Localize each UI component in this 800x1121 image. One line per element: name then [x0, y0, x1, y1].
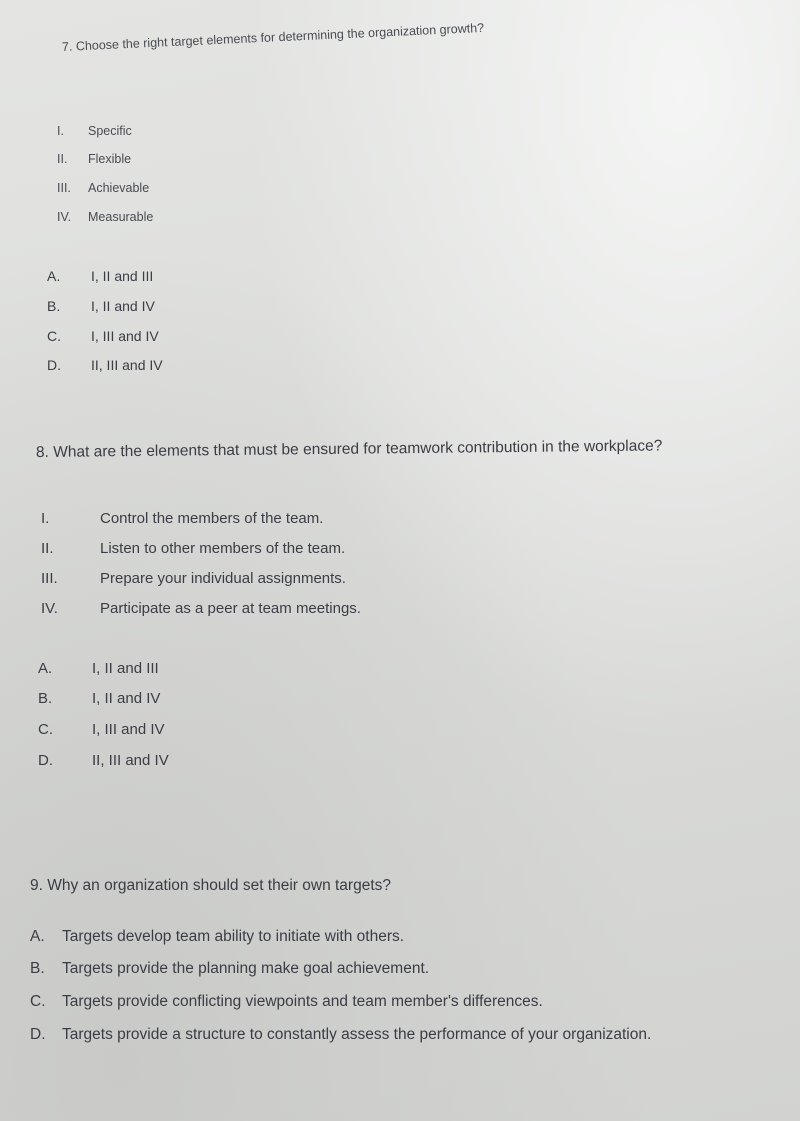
q8-choice-text: I, III and IV	[92, 721, 165, 738]
q7-element-numeral: III.	[57, 181, 71, 195]
q7-choice-text: I, II and III	[91, 268, 154, 284]
q8-choice-letter: A.	[38, 660, 53, 677]
q9-choice-text: Targets provide the planning make goal achievement.	[62, 960, 430, 977]
q7-choice-text: I, II and IV	[91, 298, 155, 314]
q8-element-text: Listen to other members of the team.	[100, 540, 346, 557]
q7-choice-letter: B.	[47, 298, 61, 314]
q9-choice-letter: D.	[30, 1026, 46, 1043]
q8-choice-letter: B.	[38, 690, 53, 707]
q8-element-numeral: IV.	[41, 600, 58, 617]
q7-choice-text: II, III and IV	[91, 357, 163, 373]
q7-element-text: Achievable	[88, 181, 150, 195]
q8-element-text: Participate as a peer at team meetings.	[100, 600, 361, 617]
q9-choice-letter: B.	[30, 960, 45, 977]
q9-choice-letter: A.	[30, 928, 45, 945]
q7-choice-letter: D.	[47, 357, 61, 373]
q8-element-text: Prepare your individual assignments.	[100, 570, 346, 587]
question-9-title: 9. Why an organization should set their own targets?	[30, 877, 392, 894]
q9-choice-letter: C.	[30, 993, 46, 1010]
q8-choice-letter: C.	[38, 721, 53, 738]
q8-element-numeral: II.	[41, 540, 54, 557]
q8-choice-text: I, II and III	[92, 660, 159, 677]
q7-element-numeral: II.	[57, 152, 68, 166]
q7-element-text: Measurable	[88, 210, 154, 224]
q7-element-numeral: IV.	[57, 210, 72, 224]
q9-choice-text: Targets provide conflicting viewpoints and team member's differences.	[62, 993, 543, 1010]
question-8-title: 8. What are the elements that must be ensured for teamwork contribution in the workplace?	[35, 437, 663, 461]
q7-choice-letter: A.	[47, 268, 61, 284]
q8-element-numeral: III.	[41, 570, 58, 587]
q7-element-text: Flexible	[88, 152, 132, 166]
q7-choice-text: I, III and IV	[91, 328, 159, 344]
q7-element-text: Specific	[88, 124, 132, 138]
q8-choice-text: II, III and IV	[92, 752, 169, 769]
q7-choice-letter: C.	[47, 328, 61, 344]
q9-choice-text: Targets provide a structure to constantly assess the performance of your organization.	[62, 1026, 652, 1043]
q8-element-numeral: I.	[41, 510, 50, 527]
q8-element-text: Control the members of the team.	[100, 510, 324, 527]
q7-element-numeral: I.	[57, 124, 64, 138]
question-7-title: 7. Choose the right target elements for determining the organization growth?	[61, 20, 485, 54]
q8-choice-text: I, II and IV	[92, 690, 161, 707]
q9-choice-text: Targets develop team ability to initiate with others.	[62, 928, 405, 945]
q8-choice-letter: D.	[38, 752, 53, 769]
